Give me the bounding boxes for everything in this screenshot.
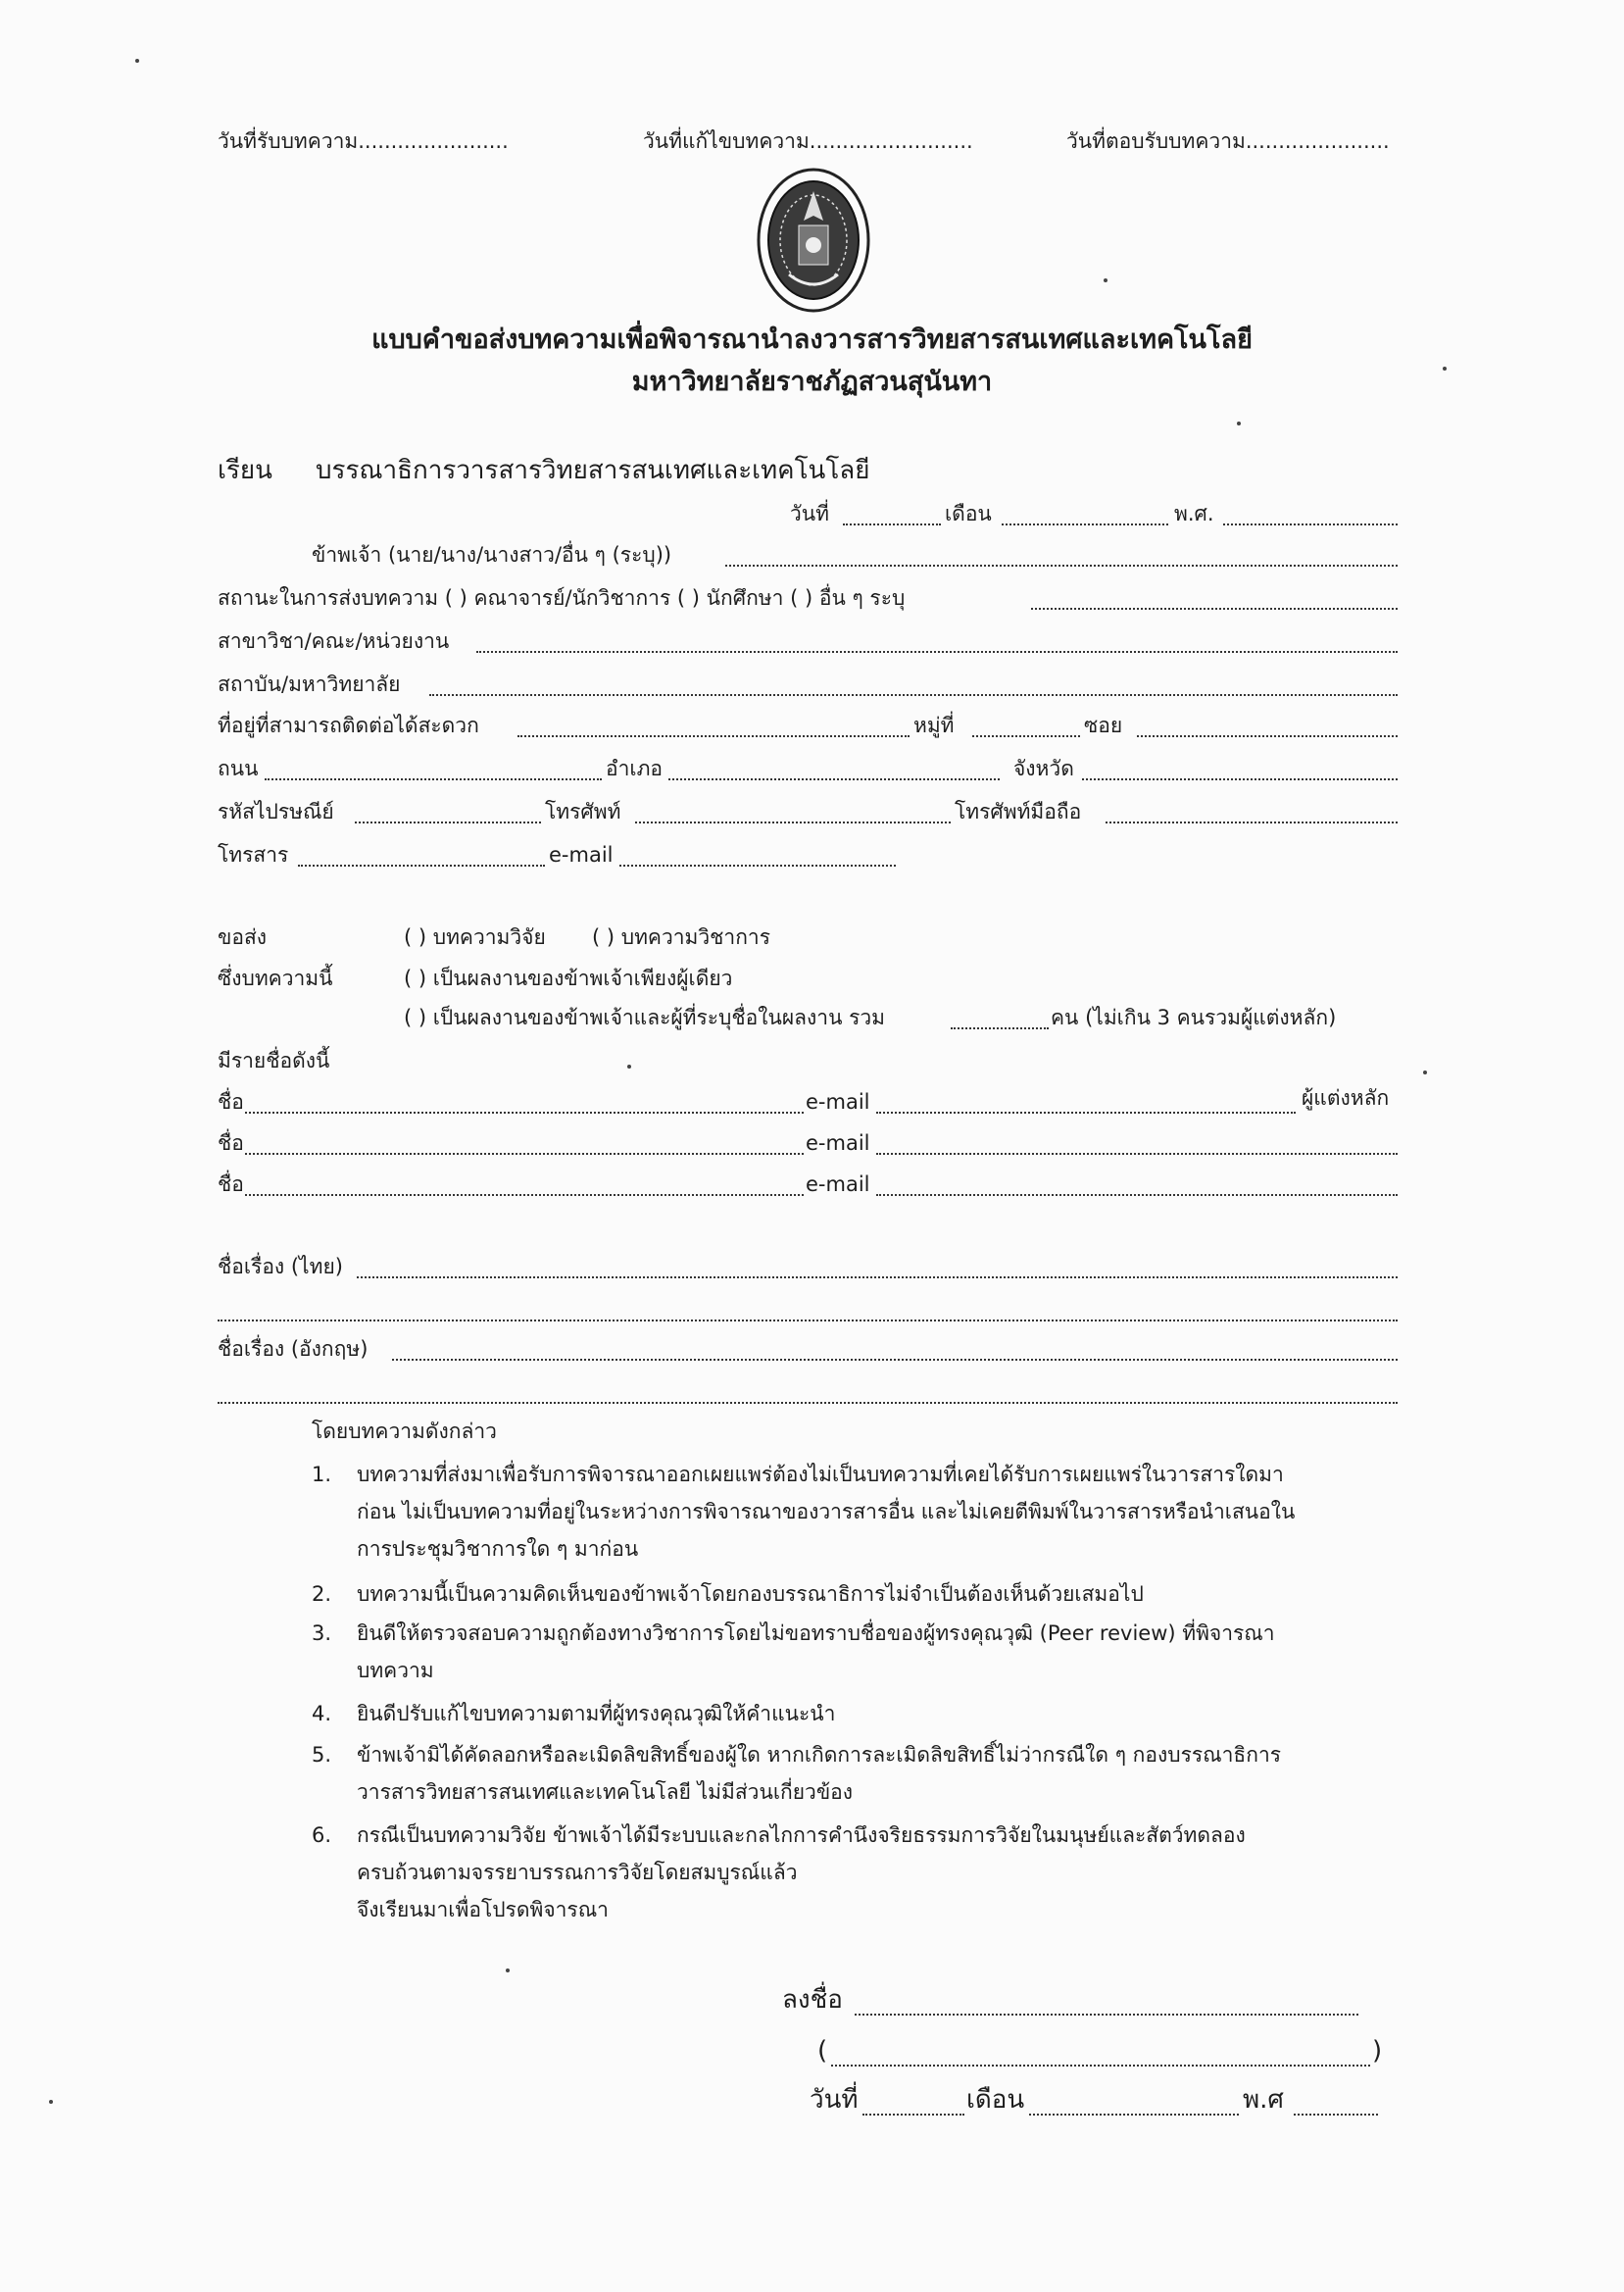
accepted-date-label: วันที่ตอบรับบทความ...................... xyxy=(1066,129,1390,153)
condition-6-number: 6. xyxy=(312,1823,332,1847)
joint-author-option[interactable]: ( ) เป็นผลงานของข้าพเจ้าและผู้ที่ระบุชื่อในผลงาน รวม xyxy=(404,1006,886,1029)
author-2-email-label: e-mail xyxy=(806,1131,870,1155)
moo-field[interactable] xyxy=(972,714,1080,737)
applicant-name-field[interactable] xyxy=(725,543,1398,567)
author-1-email-label: e-mail xyxy=(806,1090,870,1114)
salutation-recipient: บรรณาธิการวารสารวิทยสารสนเทศและเทคโนโลยี xyxy=(316,456,870,485)
mobile-field[interactable] xyxy=(1106,800,1398,823)
main-author-label: ผู้แต่งหลัก xyxy=(1302,1086,1390,1110)
condition-6-line-1: กรณีเป็นบทความวิจัย ข้าพเจ้าได้มีระบบและกลไกการคำนึงจริยธรรมการวิจัยในมนุษย์และสัตว์ทดลอง xyxy=(357,1823,1246,1847)
author-2-email-field[interactable] xyxy=(876,1131,1398,1155)
status-label: สถานะในการส่งบทความ ( ) คณาจารย์/นักวิชาการ ( ) นักศึกษา ( ) อื่น ๆ ระบุ xyxy=(218,586,906,610)
condition-6-line-2: ครบถ้วนตามจรรยาบรรณการวิจัยโดยสมบูรณ์แล้ว xyxy=(357,1861,798,1884)
author-1-name-label: ชื่อ xyxy=(218,1090,244,1114)
district-field[interactable] xyxy=(668,757,1000,780)
phone-label: โทรศัพท์ xyxy=(545,800,621,823)
signature-field[interactable] xyxy=(855,1992,1358,2016)
printed-name-field[interactable] xyxy=(831,2043,1370,2067)
author-2-name-label: ชื่อ xyxy=(218,1131,244,1155)
road-field[interactable] xyxy=(265,757,602,780)
condition-3-number: 3. xyxy=(312,1621,332,1645)
department-label: สาขาวิชา/คณะ/หน่วยงาน xyxy=(218,629,450,653)
soi-label: ซอย xyxy=(1084,714,1123,737)
date-day-label: วันที่ xyxy=(790,502,829,525)
signature-label: ลงชื่อ xyxy=(782,1985,843,2015)
date-year-label: พ.ศ. xyxy=(1174,502,1214,525)
english-title-label: ชื่อเรื่อง (อังกฤษ) xyxy=(218,1337,369,1361)
condition-1-line-3: การประชุมวิชาการใด ๆ มาก่อน xyxy=(357,1537,639,1561)
salutation-label: เรียน xyxy=(218,456,272,485)
received-date-label: วันที่รับบทความ....................... xyxy=(218,129,509,153)
scan-speck xyxy=(1237,422,1241,425)
address-field[interactable] xyxy=(517,714,910,737)
condition-2-number: 2. xyxy=(312,1582,332,1606)
date-month-label: เดือน xyxy=(945,502,992,525)
condition-5-number: 5. xyxy=(312,1743,332,1767)
author-3-email-field[interactable] xyxy=(876,1172,1398,1196)
signature-year-field[interactable] xyxy=(1294,2092,1378,2116)
ownership-label: ซึ่งบทความนี้ xyxy=(218,967,333,990)
signature-close-paren: ) xyxy=(1372,2036,1383,2066)
english-title-field[interactable] xyxy=(392,1337,1398,1361)
province-field[interactable] xyxy=(1082,757,1398,780)
moo-label: หมู่ที่ xyxy=(913,714,955,737)
scan-speck xyxy=(49,2100,53,2104)
signature-open-paren: ( xyxy=(817,2036,828,2066)
condition-5-line-2: วารสารวิทยสารสนเทศและเทคโนโลยี ไม่มีส่วนเกี่ยวข้อง xyxy=(357,1780,854,1804)
applicant-name-label: ข้าพเจ้า (นาย/นาง/นางสาว/อื่น ๆ (ระบุ)) xyxy=(312,543,672,567)
condition-5-line-1: ข้าพเจ้ามิได้คัดลอกหรือละเมิดลิขสิทธิ์ของผู้ใด หากเกิดการละเมิดลิขสิทธิ์ไม่ว่ากรณีใด ๆ กองบรรณาธิการ xyxy=(357,1743,1282,1767)
condition-1-line-2: ก่อน ไม่เป็นบทความที่อยู่ในระหว่างการพิจารณาของวารสารอื่น และไม่เคยตีพิมพ์ในวารสารหรือนำเสนอใน xyxy=(357,1500,1296,1523)
university-seal-logo xyxy=(755,167,872,314)
signature-day-label: วันที่ xyxy=(810,2085,859,2115)
signature-day-field[interactable] xyxy=(862,2092,964,2116)
submission-label: ขอส่ง xyxy=(218,925,268,949)
revised-date-label: วันที่แก้ไขบทความ......................... xyxy=(643,129,973,153)
english-title-field-line-2[interactable] xyxy=(218,1380,1398,1404)
scan-speck xyxy=(627,1065,631,1069)
condition-4-number: 4. xyxy=(312,1702,332,1725)
postcode-label: รหัสไปรษณีย์ xyxy=(218,800,334,823)
author-3-name-field[interactable] xyxy=(245,1172,804,1196)
author-1-name-field[interactable] xyxy=(245,1090,804,1114)
scan-speck xyxy=(1443,367,1447,371)
condition-2-line-1: บทความนี้เป็นความคิดเห็นของข้าพเจ้าโดยกองบรรณาธิการไม่จำเป็นต้องเห็นด้วยเสมอไป xyxy=(357,1582,1144,1606)
signature-year-label: พ.ศ xyxy=(1243,2085,1284,2115)
author-list-label: มีรายชื่อดังนี้ xyxy=(218,1049,330,1072)
closing-line: จึงเรียนมาเพื่อโปรดพิจารณา xyxy=(357,1898,609,1921)
academic-article-option[interactable]: ( ) บทความวิชาการ xyxy=(592,925,771,949)
scan-speck xyxy=(506,1968,510,1972)
date-day-field[interactable] xyxy=(843,502,941,525)
date-month-field[interactable] xyxy=(1002,502,1168,525)
address-label: ที่อยู่ที่สามารถติดต่อได้สะดวก xyxy=(218,714,479,737)
form-title: แบบคำขอส่งบทความเพื่อพิจารณานำลงวารสารวิทยสารสนเทศและเทคโนโลยี xyxy=(371,324,1253,355)
postcode-field[interactable] xyxy=(355,800,541,823)
district-label: อำเภอ xyxy=(606,757,664,780)
condition-1-line-1: บทความที่ส่งมาเพื่อรับการพิจารณาออกเผยแพร่ต้องไม่เป็นบทความที่เคยได้รับการเผยแพร่ในวารสารใดมา xyxy=(357,1463,1284,1486)
thai-title-label: ชื่อเรื่อง (ไทย) xyxy=(218,1255,343,1278)
province-label: จังหวัด xyxy=(1013,757,1074,780)
author-1-email-field[interactable] xyxy=(876,1090,1296,1114)
thai-title-field-line-2[interactable] xyxy=(218,1298,1398,1321)
author-count-suffix: คน (ไม่เกิน 3 คนรวมผู้แต่งหลัก) xyxy=(1051,1006,1337,1029)
email-field[interactable] xyxy=(619,843,896,867)
institution-label: สถาบัน/มหาวิทยาลัย xyxy=(218,673,401,696)
soi-field[interactable] xyxy=(1137,714,1398,737)
university-name: มหาวิทยาลัยราชภัฏสวนสุนันทา xyxy=(631,367,993,397)
condition-4-line-1: ยินดีปรับแก้ไขบทความตามที่ผู้ทรงคุณวุฒิให้คำแนะนำ xyxy=(357,1702,836,1725)
research-article-option[interactable]: ( ) บทความวิจัย xyxy=(404,925,546,949)
conditions-intro: โดยบทความดังกล่าว xyxy=(312,1420,497,1443)
sole-author-option[interactable]: ( ) เป็นผลงานของข้าพเจ้าเพียงผู้เดียว xyxy=(404,967,733,990)
fax-label: โทรสาร xyxy=(218,843,289,867)
department-field[interactable] xyxy=(476,629,1398,653)
author-3-name-label: ชื่อ xyxy=(218,1172,244,1196)
institution-field[interactable] xyxy=(429,673,1398,696)
scan-speck xyxy=(1423,1071,1427,1074)
thai-title-field[interactable] xyxy=(357,1255,1398,1278)
email-label: e-mail xyxy=(549,843,614,867)
condition-3-line-1: ยินดีให้ตรวจสอบความถูกต้องทางวิชาการโดยไม่ขอทราบชื่อของผู้ทรงคุณวุฒิ (Peer review) ที่พิจารณา xyxy=(357,1621,1275,1645)
phone-field[interactable] xyxy=(635,800,951,823)
author-3-email-label: e-mail xyxy=(806,1172,870,1196)
mobile-label: โทรศัพท์มือถือ xyxy=(955,800,1082,823)
author-count-field[interactable] xyxy=(951,1006,1049,1029)
road-label: ถนน xyxy=(218,757,259,780)
condition-1-number: 1. xyxy=(312,1463,332,1486)
fax-field[interactable] xyxy=(298,843,545,867)
scan-speck xyxy=(135,59,139,63)
condition-3-line-2: บทความ xyxy=(357,1659,434,1682)
date-year-field[interactable] xyxy=(1223,502,1398,525)
signature-month-label: เดือน xyxy=(966,2085,1025,2115)
signature-month-field[interactable] xyxy=(1029,2092,1239,2116)
status-other-field[interactable] xyxy=(1031,586,1398,610)
author-2-name-field[interactable] xyxy=(245,1131,804,1155)
scan-speck xyxy=(1104,278,1107,282)
